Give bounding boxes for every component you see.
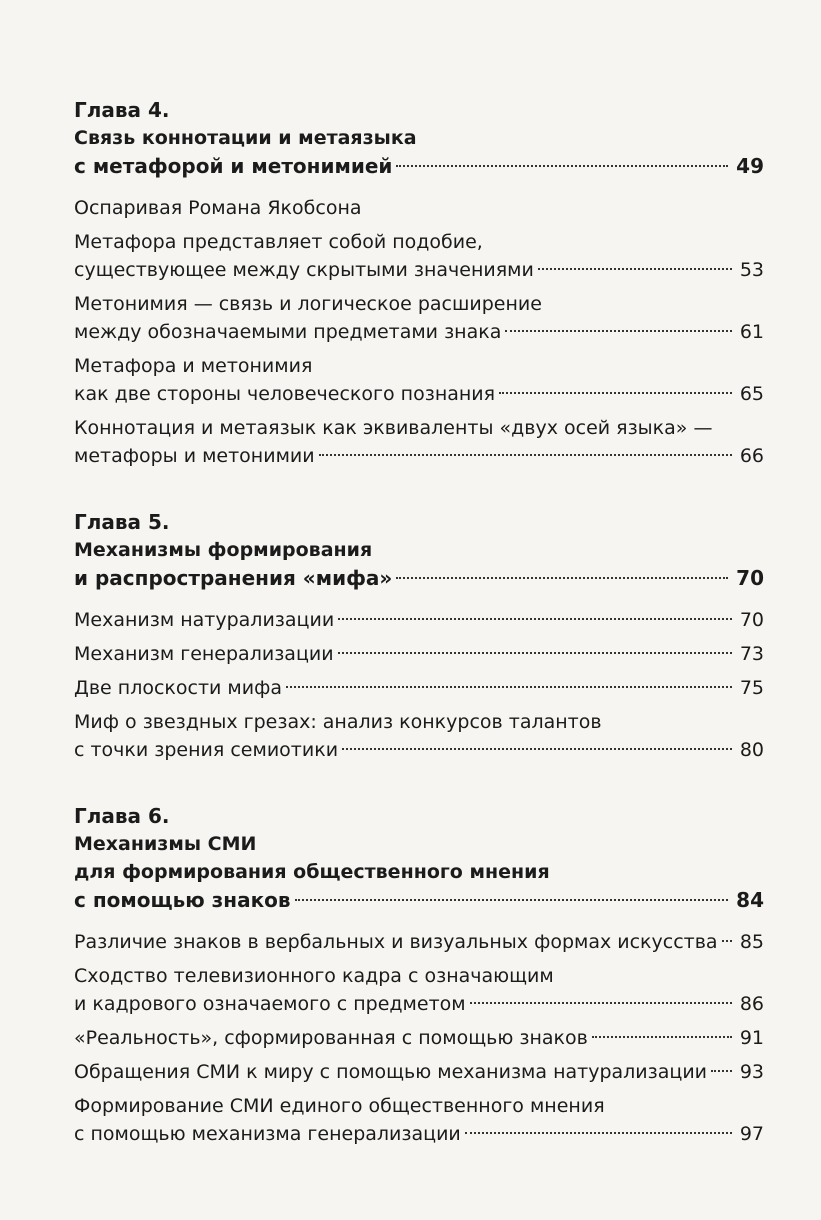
section-entry — [74, 1024, 764, 1052]
section-title-line: Метафора представляет собой подобие, — [74, 231, 483, 253]
section-title-line: Метафора и метонимия — [74, 355, 313, 377]
chapter-title-line: для формирования общественного мнения — [74, 861, 550, 883]
section-title-text: Различие знаков в вербальных и визуальных формах искусства — [74, 931, 718, 953]
chapter-title-row — [74, 886, 764, 914]
leader-dots — [711, 1070, 732, 1072]
section-title-row — [74, 194, 764, 222]
leader-dots — [396, 165, 728, 167]
chapter-block — [74, 802, 764, 1148]
page-number: 70 — [739, 609, 764, 631]
section-title-row — [74, 442, 764, 470]
page-number: 80 — [739, 739, 764, 761]
section-title-row — [74, 928, 764, 956]
section-title-text: метафоры и метонимии — [74, 445, 315, 467]
section-title-row — [74, 318, 764, 346]
page-number: 86 — [739, 993, 764, 1015]
page-number: 84 — [736, 888, 764, 912]
chapter-block — [74, 96, 764, 470]
section-title-row — [74, 606, 764, 634]
leader-dots — [538, 268, 732, 270]
section-title-row — [74, 1024, 764, 1052]
page-number: 85 — [739, 931, 764, 953]
chapter-heading — [74, 802, 764, 914]
section-title-line: Сходство телевизионного кадра с означающим — [74, 965, 554, 987]
section-title-text: Оспаривая Романа Якобсона — [74, 197, 362, 219]
section-title-line: Формирование СМИ единого общественного мнения — [74, 1095, 605, 1117]
page-number: 61 — [739, 321, 764, 343]
leader-dots — [338, 618, 732, 620]
leader-dots — [465, 1132, 732, 1134]
chapter-block — [74, 508, 764, 764]
leader-dots — [722, 940, 732, 942]
section-entry — [74, 1058, 764, 1086]
leader-dots — [396, 577, 728, 579]
leader-dots — [499, 392, 732, 394]
section-entry — [74, 640, 764, 668]
section-entry — [74, 928, 764, 956]
section-entry — [74, 228, 764, 284]
section-title-row — [74, 256, 764, 284]
section-title-text: «Реальность», сформированная с помощью знаков — [74, 1027, 588, 1049]
section-list — [74, 606, 764, 764]
section-entry — [74, 414, 764, 470]
page-number: 70 — [736, 566, 764, 590]
chapter-heading — [74, 96, 764, 180]
leader-dots — [286, 686, 732, 688]
page-number: 97 — [739, 1123, 764, 1145]
leader-dots — [505, 330, 731, 332]
section-title-text: Механизм натурализации — [74, 609, 335, 631]
page-number: 66 — [739, 445, 764, 467]
section-entry — [74, 290, 764, 346]
section-title-text: как две стороны человеческого познания — [74, 383, 496, 405]
section-entry — [74, 1092, 764, 1148]
section-title-text: с точки зрения семиотики — [74, 739, 339, 761]
page-number: 93 — [739, 1061, 764, 1083]
section-list — [74, 928, 764, 1148]
page-number: 73 — [739, 643, 764, 665]
section-list — [74, 194, 764, 470]
leader-dots — [338, 652, 732, 654]
chapter-title-row — [74, 152, 764, 180]
page-number: 53 — [739, 259, 764, 281]
chapter-title-row — [74, 564, 764, 592]
section-title-line: Коннотация и метаязык как эквиваленты «двух осей языка» — — [74, 417, 713, 439]
section-title-text: Две плоскости мифа — [74, 677, 282, 699]
section-title-row — [74, 380, 764, 408]
section-title-text: Обращения СМИ к миру с помощью механизма натурализации — [74, 1061, 708, 1083]
section-title-line: Миф о звездных грезах: анализ конкурсов талантов — [74, 711, 602, 733]
leader-dots — [319, 454, 732, 456]
leader-dots — [470, 1002, 732, 1004]
table-of-contents — [74, 96, 764, 1186]
page-number: 91 — [739, 1027, 764, 1049]
page-number: 75 — [739, 677, 764, 699]
section-entry — [74, 352, 764, 408]
section-title-row — [74, 674, 764, 702]
chapter-number: Глава 5. — [74, 510, 170, 534]
section-title-text: существующее между скрытыми значениями — [74, 259, 534, 281]
section-title-text: между обозначаемыми предметами знака — [74, 321, 502, 343]
page-number: 49 — [736, 154, 764, 178]
section-title-row — [74, 640, 764, 668]
section-title-text: и кадрового означаемого с предметом — [74, 993, 466, 1015]
section-title-row — [74, 1058, 764, 1086]
section-title-text: с помощью механизма генерализации — [74, 1123, 461, 1145]
chapter-heading — [74, 508, 764, 592]
section-title-row — [74, 990, 764, 1018]
chapter-title-text: и распространения «мифа» — [74, 566, 393, 590]
leader-dots — [592, 1036, 732, 1038]
section-entry — [74, 674, 764, 702]
chapter-number: Глава 6. — [74, 804, 170, 828]
chapter-title-line: Механизмы СМИ — [74, 833, 257, 855]
leader-dots — [295, 899, 729, 901]
section-entry — [74, 708, 764, 764]
chapter-title-line: Механизмы формирования — [74, 539, 373, 561]
section-entry — [74, 606, 764, 634]
section-entry — [74, 962, 764, 1018]
chapter-title-text: с помощью знаков — [74, 888, 291, 912]
page-number: 65 — [739, 383, 764, 405]
section-title-row — [74, 736, 764, 764]
section-title-text: Механизм генерализации — [74, 643, 334, 665]
section-title-line: Метонимия — связь и логическое расширение — [74, 293, 542, 315]
section-entry — [74, 194, 764, 222]
chapter-title-text: с метафорой и метонимией — [74, 154, 393, 178]
leader-dots — [342, 748, 732, 750]
chapter-title-line: Связь коннотации и метаязыка — [74, 127, 417, 149]
section-title-row — [74, 1120, 764, 1148]
chapter-number: Глава 4. — [74, 98, 170, 122]
